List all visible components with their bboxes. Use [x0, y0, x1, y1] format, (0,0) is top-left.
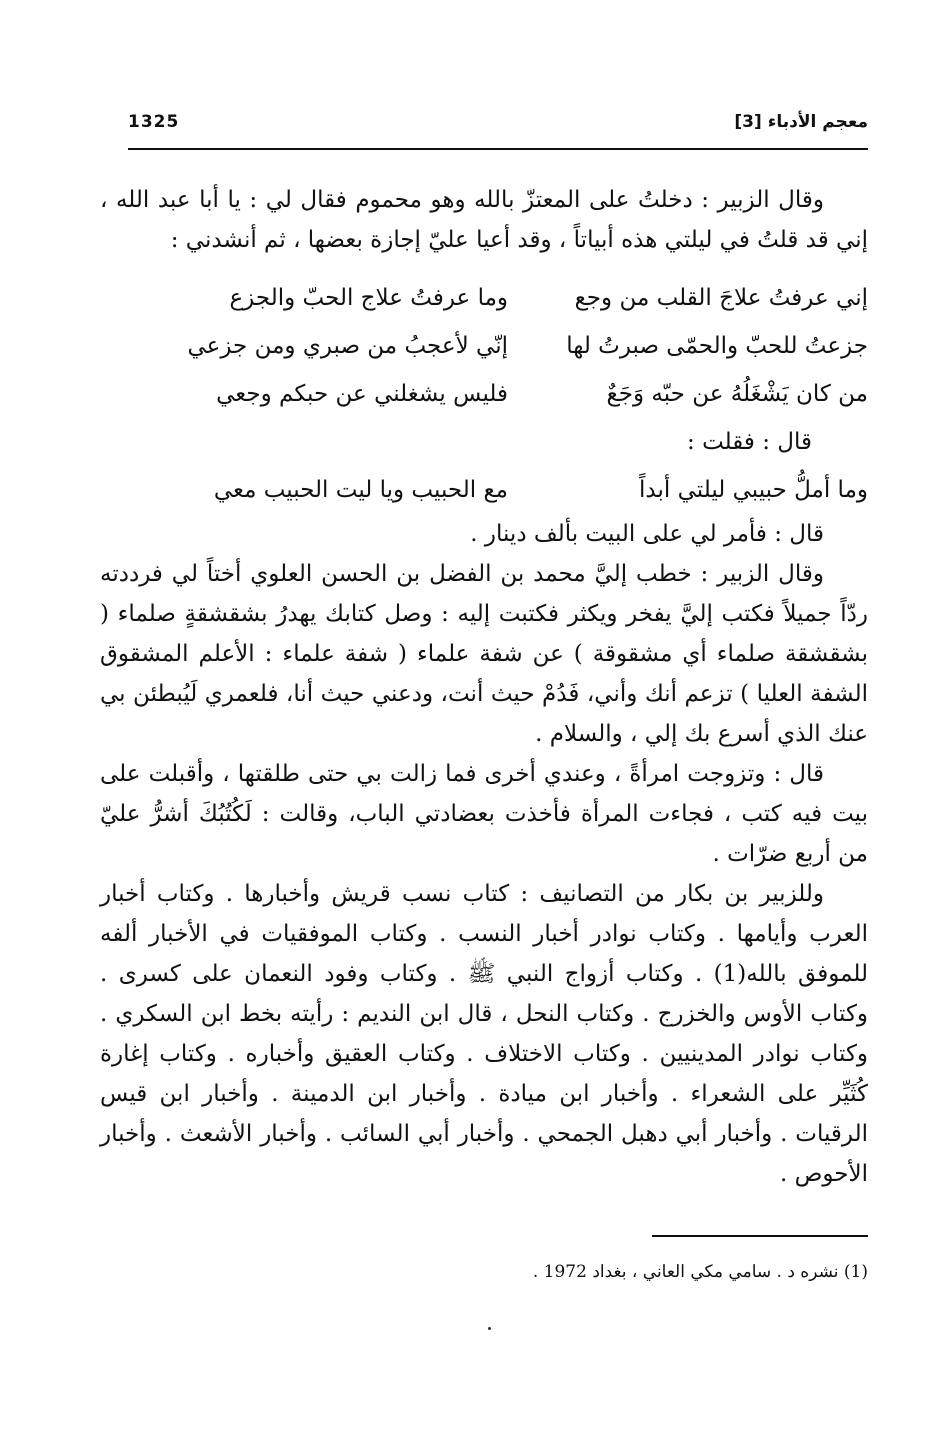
header-rule [128, 148, 868, 150]
footnote: (1) نشره د . سامي مكي العاني ، بغداد 1972 . [532, 1262, 868, 1282]
verse-line [100, 274, 868, 322]
verse-second-hemistich: مع الحبيب ويا ليت الحبيب معي [213, 477, 508, 503]
verse-first-hemistich: وما أملُّ حبيبي ليلتي أبداً [639, 477, 868, 503]
paragraph-reward: قال : فأمر لي على البيت بألف دينار . [470, 521, 824, 547]
verse-line-reply [100, 466, 868, 514]
verse-line [100, 322, 868, 370]
footnote-rule [652, 1235, 868, 1237]
paragraph-4: وللزبير بن بكار من التصانيف : كتاب نسب قريش وأخبارها . وكتاب أخبار العرب وأيامها . وكتاب نوادر أخبار النسب . وكتاب الموفقيات في الأخبار ألفه للموفق بالله(1) . وكتاب أزواج النبي ﷺ . وكتاب وفود النعمان على كسرى . وكتاب الأوس والخزرج . وكتاب النحل ، قال ابن النديم : رأيته بخط ابن السكري . وكتاب نوادر المدينيين . وكتاب الاختلاف . وكتاب العقيق وأخباره . وكتاب إغارة كُثَيِّر على الشعراء . وأخبار ابن ميادة . وأخبار ابن الدمينة . وأخبار ابن قيس الرقيات . وأخبار أبي دهبل الجمحي . وأخبار أبي السائب . وأخبار الأشعث . وأخبار الأحوص . [100, 881, 868, 1187]
paragraph-2: وقال الزبير : خطب إليَّ محمد بن الفضل بن الحسن العلوي أختاً لي فرددته ردّاً جميلاً فكتب إليَّ يفخر ويكثر فكتبت إليه : وصل كتابك يهدرُ بشقشقةٍ صلماء ( بشقشقة صلماء أي مشقوقة ) عن شفة علماء ( شفة علماء : الأعلم المشقوق الشفة العليا ) تزعم أنك وأني، فَدُمْ حيث أنت، ودعني حيث أنا، فلعمري لَيُبطئن بي عنك الذي أسرع بك إلي ، والسلام . [100, 561, 868, 747]
page-number: 1325 [128, 112, 180, 132]
verse-first-hemistich: جزعتُ للحبّ والحمّى صبرتُ لها [566, 333, 868, 359]
paragraph-3: قال : وتزوجت امرأةً ، وعندي أخرى فما زالت بي حتى طلقتها ، وأقبلت على بيت فيه كتب ، فجاءت المرأة فأخذت بعضادتي الباب، وقالت : لَكُتُبُكَ أشرُّ عليّ من أربع ضرّات . [100, 761, 868, 867]
paragraph-1: وقال الزبير : دخلتُ على المعتزّ بالله وهو محموم فقال لي : يا أبا عبد الله ، إني قد قلتُ في ليلتي هذه أبياتاً ، وقد أعيا عليّ إجازة بعضها ، ثم أنشدني : [100, 187, 868, 253]
running-title: معجم الأدباء [3] [734, 112, 868, 132]
poem-block [100, 274, 868, 514]
verse-second-hemistich: فليس يشغلني عن حبكم وجعي [216, 381, 508, 407]
verse-second-hemistich: إنّي لأعجبُ من صبري ومن جزعي [187, 333, 508, 359]
said-label: قال : فقلت : [687, 429, 812, 455]
verse-line [100, 370, 868, 418]
scan-speck [488, 1327, 491, 1330]
verse-first-hemistich: إني عرفتُ علاجَ القلب من وجع [574, 285, 868, 311]
verse-first-hemistich: من كان يَشْغَلُهُ عن حبّه وَجَعٌ [606, 381, 868, 407]
page-body [100, 180, 868, 1194]
verse-second-hemistich: وما عرفتُ علاج الحبّ والجزع [229, 285, 508, 311]
page-header [128, 108, 868, 152]
